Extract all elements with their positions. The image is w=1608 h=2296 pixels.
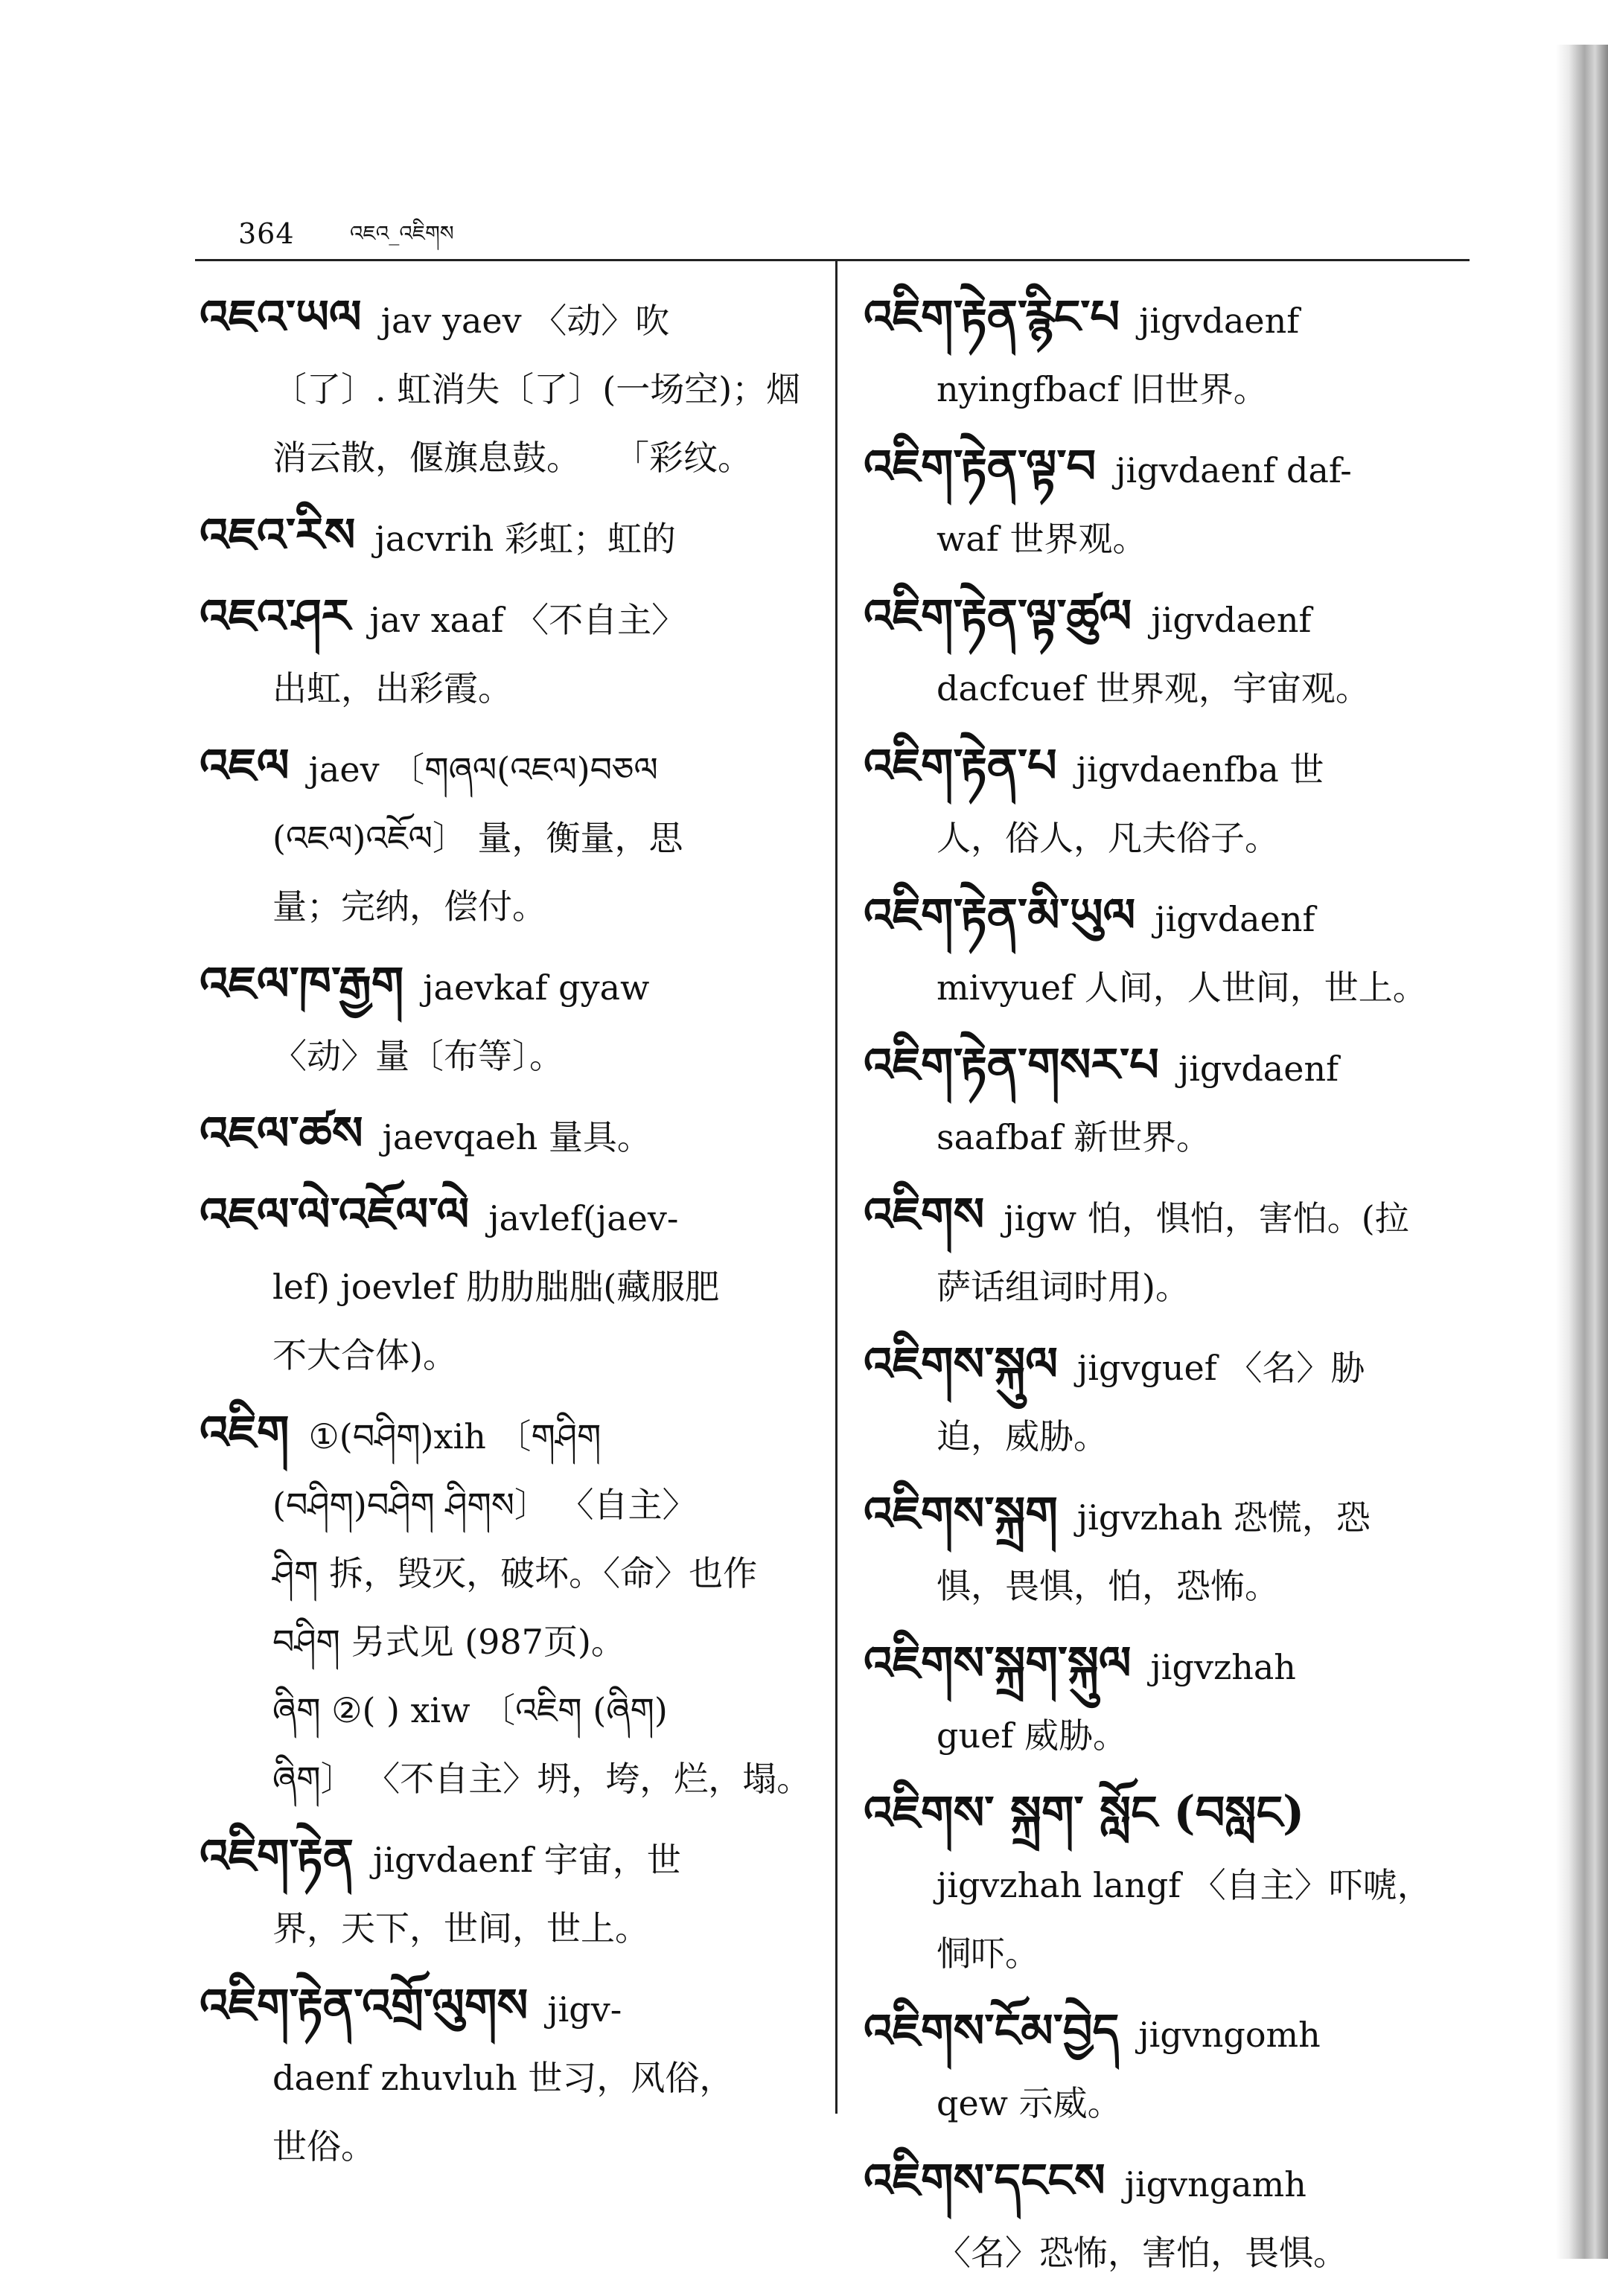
definition-text: nyingfbacf 旧世界。: [937, 369, 1268, 409]
entry-line: [200, 2112, 817, 2181]
headword: འཇིག་རྟེན་མི་ཡུལ: [864, 888, 1136, 942]
entry-line: [864, 804, 1474, 872]
tibetan-forms: (འཇལ)འཇོལ〕: [272, 818, 478, 858]
definition-text: 恫吓。: [937, 1934, 1039, 1974]
headword: འཇིགས་སྐྲག་སྐུལ: [864, 1636, 1132, 1690]
headword: འཇིག་རྟེན་རྙིང་པ: [864, 290, 1120, 344]
definition-text: waf 世界观。: [937, 519, 1147, 559]
definition-text: 〈不自主〉坍，垮，烂，塌。: [366, 1759, 811, 1799]
headword: འཇིགས་ སྐྲག་ སློང (བསླང): [864, 1785, 1305, 1840]
headword: འཇའ་རིས: [200, 508, 356, 562]
definition-text: dacfcuef 世界观，宇宙观。: [937, 668, 1370, 709]
dictionary-entry: [200, 732, 817, 941]
definition-text: 人，俗人，凡夫俗子。: [937, 818, 1279, 858]
entry-line: [200, 1253, 817, 1321]
entry-line: [200, 804, 817, 872]
dictionary-entry: [200, 582, 817, 723]
dictionary-entry: [200, 1180, 817, 1390]
page-number: 364: [238, 217, 295, 250]
definition-text: jigvdaenf daf-: [1115, 450, 1352, 490]
entry-line: [200, 732, 817, 804]
running-head: འཇའ_འཇིགས: [350, 221, 454, 246]
entry-line: [200, 1676, 817, 1745]
dictionary-entry: [200, 1099, 817, 1171]
definition-text: 消云散，偃旗息鼓。 「彩纹。: [272, 438, 752, 478]
dictionary-entry: [864, 1997, 1474, 2137]
entry-line: [200, 582, 817, 654]
entry-line: [864, 1919, 1474, 1988]
entry-line: [864, 1552, 1474, 1620]
entry-line: [864, 654, 1474, 723]
entry-line: [864, 1480, 1474, 1552]
definition-text: jigw 怕，惧怕，害怕。(拉: [1004, 1198, 1409, 1238]
entry-line: [200, 423, 817, 492]
definition-text: 〈动〉量〔布等〕。: [272, 1036, 564, 1076]
headword: འཇིགས་སྐུལ: [864, 1337, 1059, 1391]
definition-text: 萨话组词时用)。: [937, 1267, 1190, 1307]
column-divider: [835, 260, 838, 2114]
definition-text: jigvzhah langf 〈自主〉吓唬，: [937, 1865, 1432, 1905]
headword: འཇིག་རྟེན་ལྟ་བ: [864, 439, 1097, 493]
entry-line: [864, 1779, 1474, 1851]
dictionary-entry: [864, 432, 1474, 573]
definition-text: 惧，畏惧，怕，恐怖。: [937, 1566, 1279, 1606]
headword: འཇིག་རྟེན: [200, 1829, 354, 1883]
definition-text: jaevkaf gyaw: [423, 968, 650, 1008]
headword: འཇིགས་དངངས: [864, 2153, 1106, 2207]
headword: འཇིགས་ངོམ་བྱེད: [864, 2004, 1120, 2058]
definition-text: jigvzhah 恐慌，恐: [1076, 1497, 1371, 1538]
definition-text: jigvngamh: [1124, 2164, 1306, 2204]
entry-line: [200, 2044, 817, 2112]
definition-text: 界，天下，世间，世上。: [272, 1908, 649, 1948]
definition-text: jaevqaeh 量具。: [382, 1117, 651, 1157]
headword: འཇལ་ཁ་རྒྱག: [200, 956, 404, 1011]
tibetan-forms: ཞིག〕: [272, 1759, 366, 1799]
entry-line: [864, 1103, 1474, 1171]
dictionary-entry: [864, 1629, 1474, 1770]
entry-line: [864, 881, 1474, 953]
definition-text: jigv-: [547, 1989, 622, 2030]
dictionary-entry: [864, 1330, 1474, 1471]
dictionary-entry: [864, 2146, 1474, 2287]
tibetan-forms: 〔གཞལ(འཇལ)བཅལ: [390, 749, 658, 790]
dictionary-entry: [200, 950, 817, 1090]
entry-line: [864, 732, 1474, 804]
entry-line: [864, 1701, 1474, 1770]
entry-line: [864, 2146, 1474, 2219]
left-column: [200, 283, 817, 2190]
entry-line: [864, 1330, 1474, 1402]
definition-text: 迫，威胁。: [937, 1416, 1108, 1456]
definition-text: 〈名〉恐怖，害怕，畏惧。: [937, 2233, 1347, 2273]
definition-text: jaev: [308, 749, 391, 790]
entry-line: [200, 1822, 817, 1894]
definition-text: daenf zhuvluh 世习，风俗，: [272, 2058, 734, 2098]
entry-line: [864, 1180, 1474, 1253]
definition-text: jigvdaenf: [1151, 600, 1312, 640]
entry-line: [200, 1539, 817, 1608]
definition-text: ①(བཤིག)xih: [308, 1416, 497, 1456]
entry-line: [200, 283, 817, 355]
definition-text: jigvdaenf: [1178, 1049, 1339, 1089]
tibetan-forms: 〔འཇིག (ཞིག): [481, 1690, 668, 1730]
definition-text: 另式见: [351, 1622, 465, 1662]
headword: འཇལ་ལེ་འཇོལ་ལེ: [200, 1187, 470, 1241]
dictionary-entry: [200, 283, 817, 492]
tibetan-forms: (བཤིག)བཤིག ཤིགས〕: [272, 1485, 560, 1525]
entry-line: [864, 1997, 1474, 2069]
definition-text: jigvngomh: [1138, 2015, 1321, 2055]
definition-text: jigvdaenfba 世: [1076, 749, 1324, 790]
definition-text: ) xiw: [386, 1690, 482, 1730]
dictionary-entry: [200, 1822, 817, 1963]
entry-line: [200, 950, 817, 1022]
dictionary-entry: [864, 881, 1474, 1022]
definition-text: 〈自主〉: [559, 1485, 697, 1525]
headword: འཇིག་རྟེན་ལྟ་ཚུལ: [864, 589, 1132, 643]
entry-line: [864, 1851, 1474, 1919]
entry-line: [200, 1608, 817, 1676]
entry-line: [200, 1471, 817, 1539]
definition-text: ②(: [331, 1690, 387, 1730]
headword: འཇའ་ཤར: [200, 589, 351, 643]
entry-line: [864, 1629, 1474, 1701]
tibetan-forms: བཤིག: [272, 1622, 351, 1662]
definition-text: jigvguef 〈名〉胁: [1077, 1348, 1365, 1388]
definition-text: 世俗。: [272, 2126, 375, 2167]
definition-text: qew 示威。: [937, 2083, 1122, 2123]
entry-line: [200, 1745, 817, 1813]
headword: འཇའ་ཡལ: [200, 290, 362, 344]
dictionary-entry: [864, 582, 1474, 723]
tibetan-forms: 〔གཤིག: [497, 1416, 602, 1456]
page-header: [238, 210, 1474, 262]
headword: འཇིག་རྟེན་གསར་པ: [864, 1037, 1159, 1092]
definition-text: 出虹，出彩霞。: [272, 668, 512, 709]
entry-line: [200, 1022, 817, 1090]
definition-text: saafbaf 新世界。: [937, 1117, 1210, 1157]
headword: འཇལ་ཚས: [200, 1106, 363, 1160]
tibetan-forms: ཤིག: [272, 1553, 330, 1593]
definition-text: jav xaaf 〈不自主〉: [369, 600, 686, 640]
definition-text: 〔了〕. 虹消失〔了〕(一场空)；烟: [272, 369, 801, 409]
definition-text: lef) joevlef 肋肋朏朏(藏服肥: [272, 1267, 720, 1307]
definition-text: jav yaev 〈动〉吹: [380, 301, 670, 341]
definition-text: 量；完纳，偿付。: [272, 886, 546, 927]
definition-text: 不大合体)。: [272, 1335, 457, 1375]
dictionary-entry: [200, 1398, 817, 1813]
dictionary-entry: [200, 501, 817, 573]
definition-text: jigvdaenf: [1155, 899, 1315, 939]
tibetan-forms: ཞིག: [272, 1690, 332, 1730]
headword: འཇིག: [200, 1405, 290, 1459]
entry-line: [864, 432, 1474, 505]
definition-text: jacvrih 彩虹；虹的: [374, 519, 676, 559]
definition-text: javlef(jaev-: [488, 1198, 679, 1238]
entry-line: [200, 1972, 817, 2044]
entry-line: [200, 872, 817, 941]
definition-text: jigvzhah: [1150, 1647, 1296, 1687]
entry-line: [864, 355, 1474, 423]
entry-line: [200, 1321, 817, 1390]
entry-line: [864, 505, 1474, 573]
headword: འཇིག་རྟེན་པ: [864, 738, 1057, 793]
book-binding-shadow: [1556, 45, 1608, 2259]
entry-line: [200, 654, 817, 723]
entry-line: [864, 2069, 1474, 2137]
dictionary-entry: [864, 1480, 1474, 1620]
definition-text: (987页)。: [465, 1622, 625, 1662]
definition-text: jigvdaenf: [1139, 301, 1300, 341]
dictionary-entry: [864, 732, 1474, 872]
entry-line: [200, 1398, 817, 1471]
definition-text: 拆，毁灭，破坏。〈命〉也作: [329, 1553, 758, 1593]
entry-line: [200, 1099, 817, 1171]
entry-line: [200, 355, 817, 423]
headword: འཇིགས: [864, 1187, 985, 1241]
dictionary-entry: [864, 1031, 1474, 1171]
headword: འཇིག་རྟེན་འགྲོ་ལུགས: [200, 1978, 529, 2033]
entry-line: [200, 501, 817, 573]
definition-text: jigvdaenf 宇宙，世: [373, 1840, 681, 1880]
right-column: [864, 283, 1474, 2296]
dictionary-entry: [864, 1180, 1474, 1321]
headword: འཇིགས་སྐྲག: [864, 1486, 1058, 1541]
entry-line: [864, 582, 1474, 654]
entry-line: [864, 2219, 1474, 2287]
dictionary-entry: [200, 1972, 817, 2181]
definition-text: 量，衡量，思: [477, 818, 683, 858]
headword: འཇལ: [200, 738, 290, 793]
dictionary-entry: [864, 1779, 1474, 1988]
entry-line: [864, 283, 1474, 355]
entry-line: [864, 1031, 1474, 1103]
header-rule: [195, 259, 1470, 261]
dictionary-entry: [864, 283, 1474, 423]
entry-line: [864, 953, 1474, 1022]
definition-text: guef 威胁。: [937, 1715, 1127, 1756]
entry-line: [864, 1253, 1474, 1321]
entry-line: [200, 1894, 817, 1963]
definition-text: mivyuef 人间，人世间，世上。: [937, 968, 1427, 1008]
entry-line: [200, 1180, 817, 1253]
entry-line: [864, 1402, 1474, 1471]
